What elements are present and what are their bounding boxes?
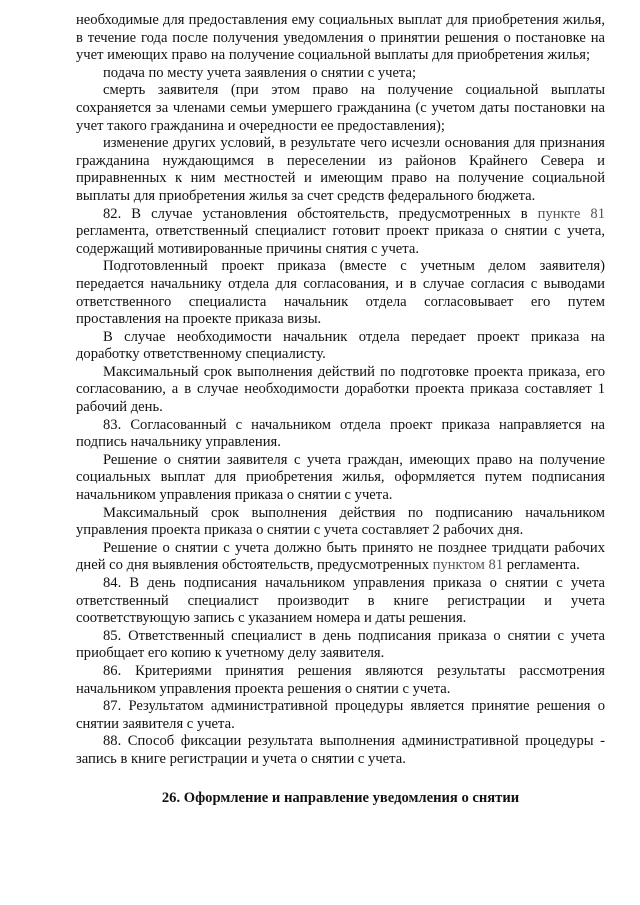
paragraph: 84. В день подписания начальником управления приказа о снятии с учета ответственный специалист производит в книге регистрации и учета соответствующую запись с указанием номера и даты решения. <box>76 575 605 627</box>
paragraph-text: Решение о снятии с учета должно быть принято не позднее тридцати рабочих дней со дня выявления обстоятельств, предусмотренных <box>76 539 605 574</box>
paragraph: 83. Согласованный с начальником отдела проект приказа направляется на подпись начальнику управления. <box>76 416 605 451</box>
paragraph: Максимальный срок выполнения действия по подписанию начальником управления проекта приказа о снятии с учета составляет 2 рабочих дня. <box>76 504 605 539</box>
paragraph: Максимальный срок выполнения действий по подготовке проекта приказа, его согласованию, а в случае необходимости доработки проекта приказа составляет 1 рабочий день. <box>76 363 605 416</box>
paragraph: смерть заявителя (при этом право на получение социальной выплаты сохраняется за членами семьи умершего гражданина (с учетом даты постановки на учет такого гражданина и очередности ее предоставления); <box>76 82 605 134</box>
reference-link[interactable]: пунктом 81 <box>432 557 504 574</box>
paragraph-82 <box>76 206 605 259</box>
paragraph: 88. Способ фиксации результата выполнения административной процедуры - запись в книге регистрации и учета о снятии с учета. <box>76 733 605 767</box>
paragraph: Подготовленный проект приказа (вместе с учетным делом заявителя) передается начальнику отдела для согласования, и в случае согласия с выводами ответственного специалиста начальник отдела согласовывает его путем проставления на проекте приказа визы. <box>76 258 605 328</box>
paragraph: 87. Результатом административной процедуры является принятие решения о снятии заявителя с учета. <box>76 698 605 732</box>
section-title: 26. Оформление и направление уведомления о снятии <box>161 789 520 806</box>
paragraph: изменение других условий, в результате чего исчезли основания для признания гражданина нуждающимся в переселении из районов Крайнего Севера и приравненных к ним местностей и имеющим право на получение социальной выплаты для приобретения жилья за счет средств федерального бюджета. <box>76 135 605 204</box>
paragraph: Решение о снятии заявителя с учета граждан, имеющих право на получение социальных выплат для приобретения жилья, оформляется путем подписания начальником управления приказа о снятии с учета. <box>76 451 605 504</box>
paragraph-text: 82. В случае установления обстоятельств, предусмотренных в <box>103 205 538 222</box>
paragraph: 86. Критериями принятия решения являются результаты рассмотрения начальником управления проекта решения о снятии с учета. <box>76 662 605 697</box>
paragraph: В случае необходимости начальник отдела передает проект приказа на доработку ответственному специалисту. <box>76 328 605 363</box>
paragraph-text: регламента. <box>503 557 580 574</box>
document-page <box>76 12 605 807</box>
paragraph: 85. Ответственный специалист в день подписания приказа о снятии с учета приобщает его копию к учетному делу заявителя. <box>76 627 605 662</box>
paragraph: подача по месту учета заявления о снятии с учета; <box>103 64 417 81</box>
reference-link[interactable]: пункте 81 <box>537 205 605 222</box>
paragraph: необходимые для предоставления ему социальных выплат для приобретения жилья, в течение года после получения уведомления о принятии решения о постановке на учет имеющих право на получение социальной выплаты для приобретения жилья; <box>76 12 605 64</box>
paragraph-decision-deadline <box>76 540 605 575</box>
paragraph-text: регламента, ответственный специалист готовит проект приказа о снятии с учета, содержащий мотивированные причины снятия с учета. <box>76 223 605 257</box>
